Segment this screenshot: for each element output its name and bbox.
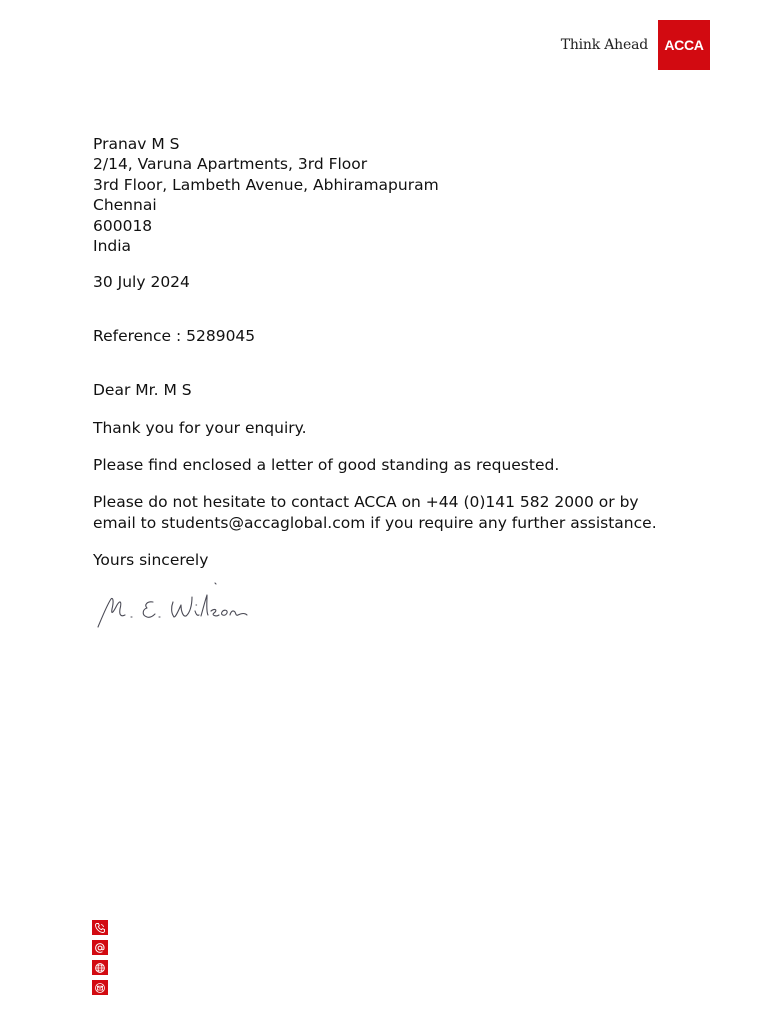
letter-date: [93, 272, 693, 292]
phone-icon: [92, 920, 108, 935]
mail-icon: [92, 980, 108, 995]
paragraph-contact: [93, 492, 693, 533]
address-postcode: 600018: [93, 216, 153, 235]
paragraph-enclosure: [93, 455, 693, 475]
tagline: Think Ahead: [560, 37, 648, 53]
closing: [93, 550, 693, 570]
letter-body: [93, 134, 693, 571]
paragraph-line: Please do not hesitate to contact ACCA on +44 (0)141 582 2000 or by: [93, 493, 639, 512]
letterhead: [561, 20, 710, 70]
address-line: 3rd Floor, Lambeth Avenue, Abhiramapuram: [93, 175, 439, 194]
reference: [93, 326, 693, 346]
paragraph-thanks: [93, 418, 693, 438]
salutation-text: Dear Mr. M S: [93, 381, 192, 400]
address-line: 2/14, Varuna Apartments, 3rd Floor: [93, 155, 368, 174]
date-text: 30 July 2024: [93, 273, 190, 292]
salutation: [93, 380, 693, 400]
paragraph-text: Please find enclosed a letter of good standing as requested.: [93, 456, 560, 475]
contact-icons: [92, 920, 108, 1000]
globe-icon: [92, 960, 108, 975]
acca-logo: [658, 20, 710, 70]
paragraph-text: Thank you for your enquiry.: [93, 418, 307, 437]
handwritten-signature: [95, 575, 295, 635]
address-country: India: [93, 237, 132, 256]
reference-text: Reference : 5289045: [93, 326, 256, 345]
logo-text: ACCA: [664, 37, 704, 53]
recipient-address: [93, 134, 693, 256]
closing-text: Yours sincerely: [93, 551, 209, 570]
at-icon: [92, 940, 108, 955]
recipient-name: Pranav M S: [93, 135, 180, 153]
paragraph-line: email to students@accaglobal.com if you require any further assistance.: [93, 513, 657, 532]
address-city: Chennai: [93, 196, 157, 215]
